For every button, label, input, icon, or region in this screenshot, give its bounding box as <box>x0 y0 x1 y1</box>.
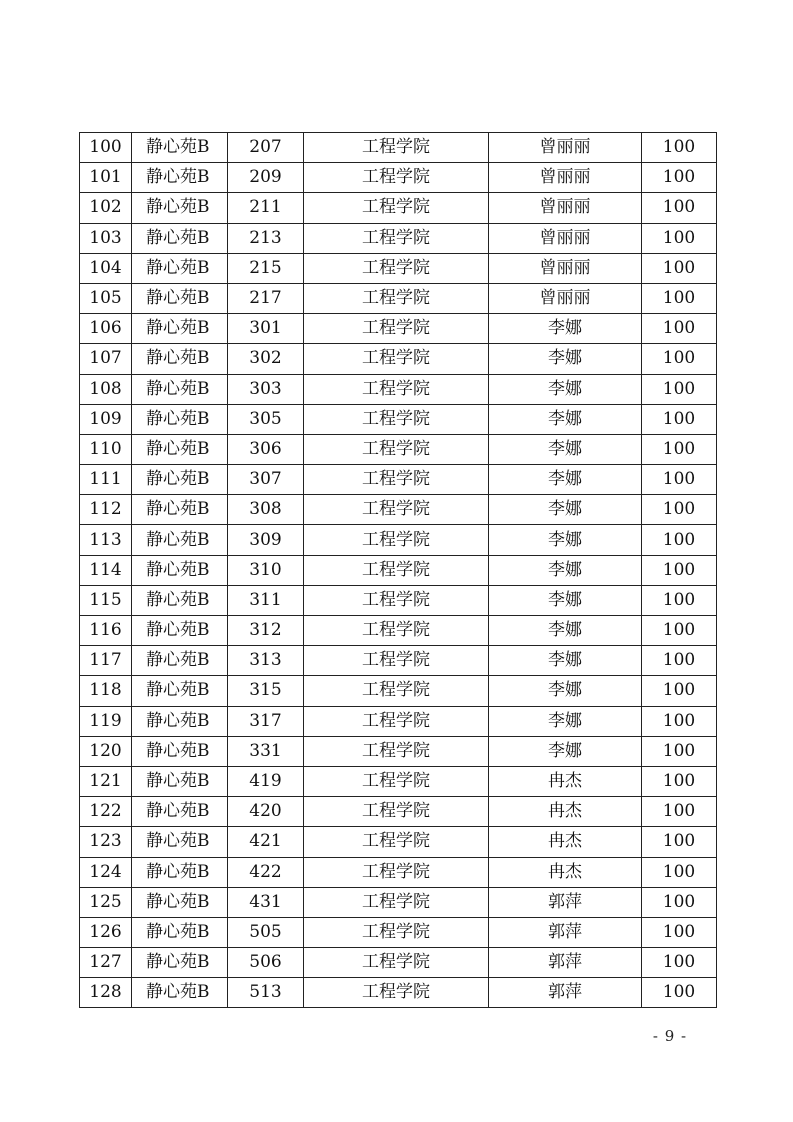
cell-room: 420 <box>228 797 304 827</box>
cell-room: 310 <box>228 555 304 585</box>
cell-college: 工程学院 <box>304 555 489 585</box>
cell-room: 506 <box>228 948 304 978</box>
cell-room: 302 <box>228 344 304 374</box>
cell-score: 100 <box>642 646 717 676</box>
dormitory-score-table <box>79 132 717 1008</box>
cell-number: 116 <box>80 616 132 646</box>
cell-person: 冉杰 <box>489 766 642 796</box>
cell-room: 331 <box>228 736 304 766</box>
cell-room: 422 <box>228 857 304 887</box>
cell-college: 工程学院 <box>304 857 489 887</box>
cell-room: 209 <box>228 163 304 193</box>
cell-number: 105 <box>80 283 132 313</box>
cell-number: 104 <box>80 253 132 283</box>
table-row <box>80 978 717 1008</box>
table-row <box>80 193 717 223</box>
cell-score: 100 <box>642 827 717 857</box>
cell-building: 静心苑B <box>132 133 228 163</box>
cell-number: 100 <box>80 133 132 163</box>
cell-number: 117 <box>80 646 132 676</box>
table-row <box>80 736 717 766</box>
cell-college: 工程学院 <box>304 223 489 253</box>
table-row <box>80 917 717 947</box>
cell-score: 100 <box>642 374 717 404</box>
cell-college: 工程学院 <box>304 827 489 857</box>
cell-score: 100 <box>642 736 717 766</box>
cell-person: 李娜 <box>489 374 642 404</box>
cell-score: 100 <box>642 314 717 344</box>
cell-building: 静心苑B <box>132 766 228 796</box>
table-row <box>80 797 717 827</box>
cell-room: 315 <box>228 676 304 706</box>
cell-score: 100 <box>642 525 717 555</box>
cell-number: 123 <box>80 827 132 857</box>
cell-person: 冉杰 <box>489 797 642 827</box>
cell-room: 421 <box>228 827 304 857</box>
cell-number: 110 <box>80 434 132 464</box>
cell-college: 工程学院 <box>304 133 489 163</box>
cell-score: 100 <box>642 917 717 947</box>
table-row <box>80 616 717 646</box>
cell-building: 静心苑B <box>132 676 228 706</box>
cell-person: 李娜 <box>489 404 642 434</box>
dormitory-score-table-container <box>79 132 716 1008</box>
cell-person: 李娜 <box>489 706 642 736</box>
cell-building: 静心苑B <box>132 646 228 676</box>
cell-room: 419 <box>228 766 304 796</box>
cell-number: 125 <box>80 887 132 917</box>
cell-building: 静心苑B <box>132 253 228 283</box>
cell-number: 122 <box>80 797 132 827</box>
cell-building: 静心苑B <box>132 434 228 464</box>
table-row <box>80 465 717 495</box>
cell-number: 103 <box>80 223 132 253</box>
cell-college: 工程学院 <box>304 495 489 525</box>
cell-person: 李娜 <box>489 646 642 676</box>
cell-number: 121 <box>80 766 132 796</box>
table-row <box>80 525 717 555</box>
cell-room: 513 <box>228 978 304 1008</box>
cell-score: 100 <box>642 857 717 887</box>
cell-college: 工程学院 <box>304 646 489 676</box>
cell-number: 102 <box>80 193 132 223</box>
table-row <box>80 253 717 283</box>
cell-person: 李娜 <box>489 616 642 646</box>
cell-person: 冉杰 <box>489 857 642 887</box>
cell-person: 曾丽丽 <box>489 283 642 313</box>
cell-number: 107 <box>80 344 132 374</box>
cell-building: 静心苑B <box>132 827 228 857</box>
cell-score: 100 <box>642 706 717 736</box>
cell-room: 217 <box>228 283 304 313</box>
table-row <box>80 766 717 796</box>
cell-person: 李娜 <box>489 585 642 615</box>
cell-building: 静心苑B <box>132 495 228 525</box>
table-row <box>80 827 717 857</box>
cell-room: 306 <box>228 434 304 464</box>
table-row <box>80 344 717 374</box>
cell-score: 100 <box>642 193 717 223</box>
cell-number: 114 <box>80 555 132 585</box>
cell-score: 100 <box>642 555 717 585</box>
cell-room: 301 <box>228 314 304 344</box>
cell-score: 100 <box>642 434 717 464</box>
cell-room: 317 <box>228 706 304 736</box>
table-row <box>80 555 717 585</box>
cell-building: 静心苑B <box>132 857 228 887</box>
cell-person: 郭萍 <box>489 948 642 978</box>
cell-person: 曾丽丽 <box>489 163 642 193</box>
cell-college: 工程学院 <box>304 917 489 947</box>
table-row <box>80 948 717 978</box>
cell-building: 静心苑B <box>132 887 228 917</box>
cell-score: 100 <box>642 465 717 495</box>
cell-college: 工程学院 <box>304 887 489 917</box>
cell-score: 100 <box>642 283 717 313</box>
cell-score: 100 <box>642 585 717 615</box>
cell-college: 工程学院 <box>304 766 489 796</box>
cell-person: 李娜 <box>489 495 642 525</box>
cell-building: 静心苑B <box>132 465 228 495</box>
cell-number: 101 <box>80 163 132 193</box>
cell-score: 100 <box>642 404 717 434</box>
cell-building: 静心苑B <box>132 616 228 646</box>
cell-college: 工程学院 <box>304 736 489 766</box>
cell-person: 曾丽丽 <box>489 193 642 223</box>
cell-building: 静心苑B <box>132 163 228 193</box>
cell-room: 215 <box>228 253 304 283</box>
cell-number: 120 <box>80 736 132 766</box>
cell-person: 曾丽丽 <box>489 223 642 253</box>
cell-room: 311 <box>228 585 304 615</box>
table-row <box>80 133 717 163</box>
cell-score: 100 <box>642 344 717 374</box>
table-row <box>80 283 717 313</box>
cell-person: 李娜 <box>489 314 642 344</box>
cell-number: 106 <box>80 314 132 344</box>
table-row <box>80 314 717 344</box>
cell-building: 静心苑B <box>132 223 228 253</box>
cell-room: 305 <box>228 404 304 434</box>
cell-college: 工程学院 <box>304 465 489 495</box>
table-row <box>80 404 717 434</box>
cell-score: 100 <box>642 163 717 193</box>
cell-college: 工程学院 <box>304 193 489 223</box>
cell-building: 静心苑B <box>132 585 228 615</box>
cell-building: 静心苑B <box>132 283 228 313</box>
cell-score: 100 <box>642 887 717 917</box>
table-row <box>80 495 717 525</box>
cell-person: 郭萍 <box>489 887 642 917</box>
cell-person: 曾丽丽 <box>489 133 642 163</box>
cell-room: 213 <box>228 223 304 253</box>
cell-number: 115 <box>80 585 132 615</box>
cell-score: 100 <box>642 797 717 827</box>
cell-college: 工程学院 <box>304 706 489 736</box>
cell-score: 100 <box>642 253 717 283</box>
cell-number: 118 <box>80 676 132 706</box>
cell-college: 工程学院 <box>304 163 489 193</box>
cell-score: 100 <box>642 133 717 163</box>
cell-score: 100 <box>642 766 717 796</box>
cell-college: 工程学院 <box>304 616 489 646</box>
table-row <box>80 887 717 917</box>
cell-number: 119 <box>80 706 132 736</box>
cell-building: 静心苑B <box>132 525 228 555</box>
table-row <box>80 374 717 404</box>
table-row <box>80 676 717 706</box>
cell-room: 303 <box>228 374 304 404</box>
table-row <box>80 585 717 615</box>
cell-score: 100 <box>642 948 717 978</box>
cell-number: 128 <box>80 978 132 1008</box>
cell-college: 工程学院 <box>304 374 489 404</box>
cell-person: 李娜 <box>489 555 642 585</box>
cell-college: 工程学院 <box>304 978 489 1008</box>
table-row <box>80 434 717 464</box>
cell-room: 307 <box>228 465 304 495</box>
cell-number: 108 <box>80 374 132 404</box>
cell-college: 工程学院 <box>304 404 489 434</box>
cell-score: 100 <box>642 223 717 253</box>
cell-college: 工程学院 <box>304 797 489 827</box>
cell-college: 工程学院 <box>304 314 489 344</box>
cell-person: 李娜 <box>489 676 642 706</box>
table-row <box>80 706 717 736</box>
cell-college: 工程学院 <box>304 585 489 615</box>
cell-person: 郭萍 <box>489 978 642 1008</box>
cell-room: 505 <box>228 917 304 947</box>
cell-room: 312 <box>228 616 304 646</box>
table-row <box>80 646 717 676</box>
cell-building: 静心苑B <box>132 555 228 585</box>
cell-room: 207 <box>228 133 304 163</box>
cell-college: 工程学院 <box>304 676 489 706</box>
cell-building: 静心苑B <box>132 193 228 223</box>
cell-number: 126 <box>80 917 132 947</box>
cell-person: 李娜 <box>489 736 642 766</box>
cell-person: 曾丽丽 <box>489 253 642 283</box>
cell-building: 静心苑B <box>132 374 228 404</box>
cell-person: 李娜 <box>489 344 642 374</box>
cell-person: 李娜 <box>489 434 642 464</box>
cell-college: 工程学院 <box>304 525 489 555</box>
cell-person: 郭萍 <box>489 917 642 947</box>
cell-room: 211 <box>228 193 304 223</box>
cell-number: 124 <box>80 857 132 887</box>
cell-college: 工程学院 <box>304 434 489 464</box>
cell-college: 工程学院 <box>304 283 489 313</box>
cell-building: 静心苑B <box>132 978 228 1008</box>
cell-college: 工程学院 <box>304 344 489 374</box>
cell-building: 静心苑B <box>132 917 228 947</box>
cell-score: 100 <box>642 978 717 1008</box>
cell-room: 309 <box>228 525 304 555</box>
table-row <box>80 163 717 193</box>
cell-number: 112 <box>80 495 132 525</box>
cell-room: 313 <box>228 646 304 676</box>
cell-building: 静心苑B <box>132 314 228 344</box>
cell-score: 100 <box>642 616 717 646</box>
cell-college: 工程学院 <box>304 948 489 978</box>
cell-person: 李娜 <box>489 465 642 495</box>
table-body <box>80 133 717 1008</box>
cell-room: 431 <box>228 887 304 917</box>
cell-number: 127 <box>80 948 132 978</box>
cell-number: 109 <box>80 404 132 434</box>
page-number: - 9 - <box>652 1027 688 1045</box>
cell-person: 冉杰 <box>489 827 642 857</box>
cell-building: 静心苑B <box>132 797 228 827</box>
cell-score: 100 <box>642 676 717 706</box>
table-row <box>80 857 717 887</box>
cell-building: 静心苑B <box>132 706 228 736</box>
cell-building: 静心苑B <box>132 404 228 434</box>
cell-building: 静心苑B <box>132 736 228 766</box>
cell-number: 111 <box>80 465 132 495</box>
cell-person: 李娜 <box>489 525 642 555</box>
cell-room: 308 <box>228 495 304 525</box>
cell-building: 静心苑B <box>132 344 228 374</box>
cell-score: 100 <box>642 495 717 525</box>
table-row <box>80 223 717 253</box>
cell-college: 工程学院 <box>304 253 489 283</box>
cell-building: 静心苑B <box>132 948 228 978</box>
cell-number: 113 <box>80 525 132 555</box>
